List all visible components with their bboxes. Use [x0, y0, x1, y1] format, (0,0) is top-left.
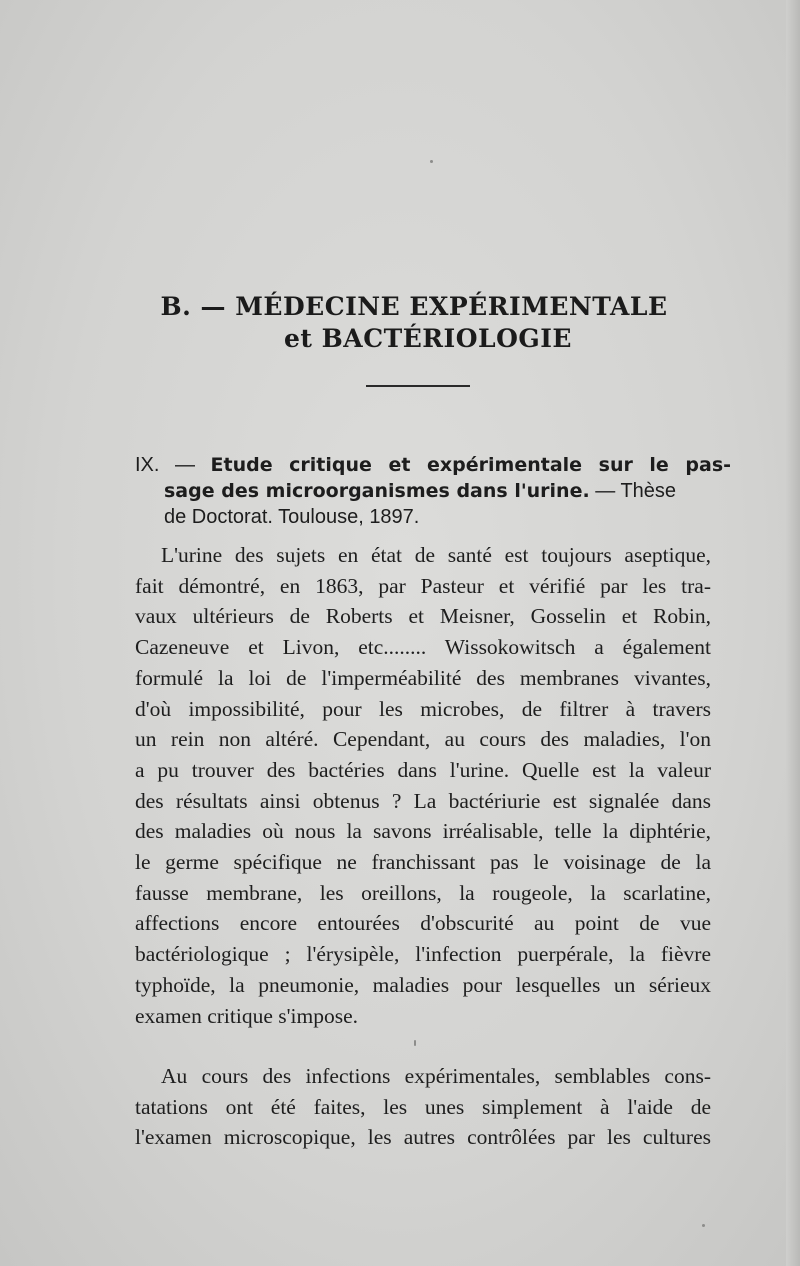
paragraph-2-line: tatations ont été faites, les unes simplement à l'aide de [135, 1094, 711, 1119]
paragraph-1-line: L'urine des sujets en état de santé est toujours aseptique, [161, 543, 711, 567]
paragraph-1-line: des résultats ainsi obtenus ? La bactériurie est signalée dans [135, 788, 711, 813]
paper-speck [414, 1040, 416, 1046]
paragraph-1-line: a pu trouver des bactéries dans l'urine. Quelle est la valeur [135, 757, 711, 782]
paragraph-1-line: Cazeneuve et Livon, etc........ Wissokowitsch a également [135, 635, 711, 660]
paper-speck [430, 160, 433, 163]
paragraph-2-line: Au cours des infections expérimentales, semblables cons- [161, 1064, 711, 1088]
entry-title-part1: Etude critique et expérimentale sur le pas- [210, 454, 732, 476]
entry-thesis-word: Thèse [620, 480, 677, 502]
section-heading-line1: B. — MÉDECINE EXPÉRIMENTALE [160, 292, 668, 321]
entry-line-3: de Doctorat. Toulouse, 1897. [164, 506, 420, 528]
paragraph-2-line: l'examen microscopique, les autres contrôlées par les cultures [135, 1125, 711, 1150]
paragraph-1-line: fait démontré, en 1863, par Pasteur et vérifié par les tra- [135, 573, 711, 598]
paragraph-1-line: d'où impossibilité, pour les microbes, de filtrer à travers [135, 696, 711, 721]
entry-title-part2: sage des microorganismes dans l'urine. [164, 480, 590, 502]
paragraph-1-line: examen critique s'impose. [135, 1003, 358, 1028]
paragraph-1 [135, 540, 711, 1031]
paragraph-1-line: des maladies où nous la savons irréalisable, telle la diphtérie, [135, 819, 711, 844]
paragraph-1-line: le germe spécifique ne franchissant pas le voisinage de la [135, 850, 711, 875]
paragraph-1-line: vaux ultérieurs de Roberts et Meisner, Gosselin et Robin, [135, 604, 711, 629]
paragraph-1-line: bactériologique ; l'érysipèle, l'infection puerpérale, la fièvre [135, 942, 711, 967]
section-heading-line2: et BACTÉRIOLOGIE [284, 324, 572, 353]
heading-divider [366, 385, 470, 387]
paragraph-1-line: fausse membrane, les oreillons, la rougeole, la scarlatine, [135, 880, 711, 905]
paragraph-1-line: un rein non altéré. Cependant, au cours des maladies, l'on [135, 727, 711, 752]
bibliography-entry [135, 452, 731, 530]
paragraph-2 [135, 1061, 711, 1153]
page-edge-shadow [786, 0, 800, 1266]
entry-number: IX. — [135, 454, 195, 476]
paper-speck [702, 1224, 705, 1227]
paragraph-1-line: formulé la loi de l'imperméabilité des membranes vivantes, [135, 665, 711, 690]
entry-thesis-separator: — [589, 480, 621, 502]
entry-line-1 [135, 452, 731, 478]
paragraph-1-line: typhoïde, la pneumonie, maladies pour lesquelles un sérieux [135, 972, 711, 997]
entry-line-2 [135, 478, 731, 504]
paragraph-1-line: affections encore entourées d'obscurité au point de vue [135, 911, 711, 936]
